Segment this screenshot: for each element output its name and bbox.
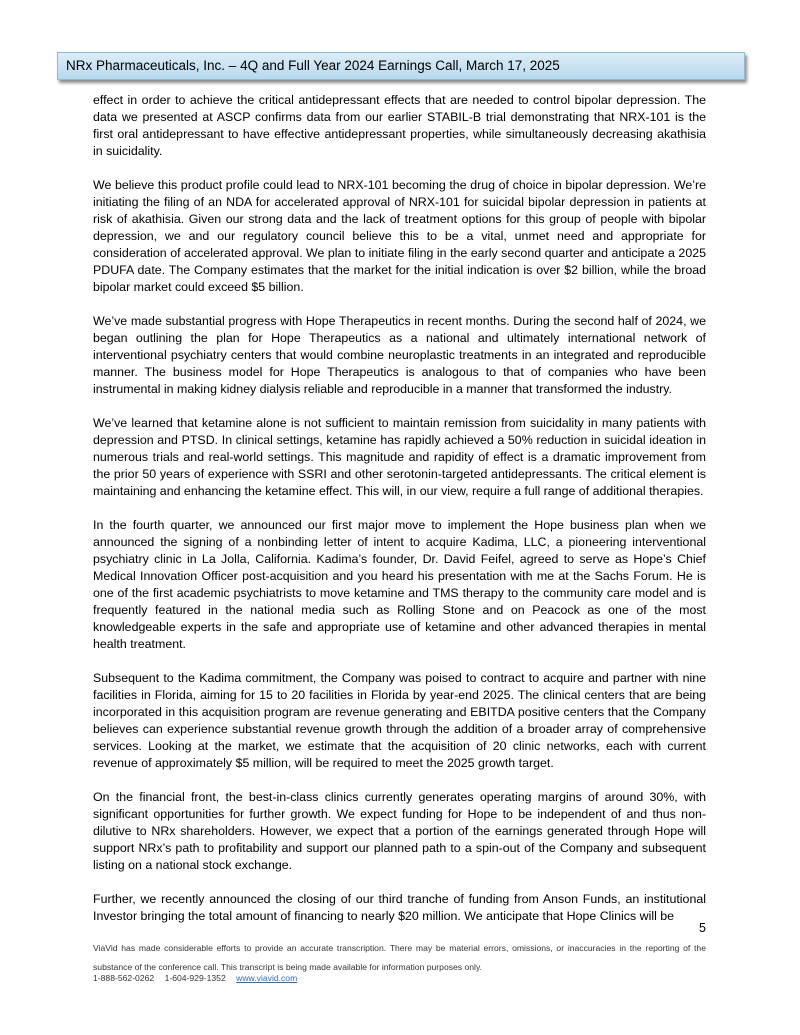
paragraph-8: Further, we recently announced the closing of our third tranche of funding from Anson Funds, an institutional Investor bringing the total amount of financing to nearly $20 million. We anticipate that Hope Clinics will be xyxy=(93,892,706,923)
paragraph-3: We’ve made substantial progress with Hope Therapeutics in recent months. During the second half of 2024, we began outlining the plan for Hope Therapeutics as a national and ultimately international network of interventional psychiatry centers that would combine neuroplastic treatments in an integrated and reproducible manner. The business model for Hope Therapeutics is analogous to that of companies who have been instrumental in making kidney dialysis reliable and reproducible in a manner that transformed the industry. xyxy=(93,314,706,396)
header-banner xyxy=(57,52,745,80)
paragraph-5: In the fourth quarter, we announced our first major move to implement the Hope business plan when we announced the signing of a nonbinding letter of intent to acquire Kadima, LLC, a pioneering interventional psychiatry clinic in La Jolla, California. Kadima’s founder, Dr. David Feifel, agreed to serve as Hope’s Chief Medical Innovation Officer post-acquisition and you heard his presentation with me at the Sachs Forum. He is one of the first academic psychiatrists to move ketamine and TMS therapy to the community care model and is frequently featured in the national media such as Rolling Stone and on Peacock as one of the most knowledgeable experts in the safe and appropriate use of ketamine and other advanced therapies in mental health treatment. xyxy=(93,518,706,651)
paragraph-2: We believe this product profile could lead to NRX-101 becoming the drug of choice in bipolar depression. We’re initiating the filing of an NDA for accelerated approval of NRX-101 for suicidal bipolar depression in patients at risk of akathisia. Given our strong data and the lack of treatment options for this group of people with bipolar depression, we and our regulatory council believe this to be a vital, unmet need and appropriate for consideration of accelerated approval. We plan to initiate filing in the early second quarter and anticipate a 2025 PDUFA date. The Company estimates that the market for the initial indication is over $2 billion, while the broad bipolar market could exceed $5 billion. xyxy=(93,178,706,294)
document-title: NRx Pharmaceuticals, Inc. – 4Q and Full Year 2024 Earnings Call, March 17, 2025 xyxy=(66,58,560,73)
website-link[interactable]: www.viavid.com xyxy=(236,973,298,983)
transcript-body xyxy=(93,92,706,942)
footer-contact xyxy=(93,973,297,983)
page-number: 5 xyxy=(699,921,706,935)
disclaimer-text: ViaVid has made considerable efforts to provide an accurate transcription. There may be material errors, omissions, or inaccuracies in the reporting of the substance of the conference call. This transcript is being made available for information purposes only. xyxy=(93,943,706,972)
paragraph-6: Subsequent to the Kadima commitment, the Company was poised to contract to acquire and partner with nine facilities in Florida, aiming for 15 to 20 facilities in Florida by year-end 2025. The clinical centers that are being incorporated in this acquisition program are revenue generating and EBITDA positive centers that the Company believes can experience substantial revenue growth through the addition of a broader array of comprehensive services. Looking at the market, we estimate that the acquisition of 20 clinic networks, each with current revenue of approximately $5 million, will be required to meet the 2025 growth target. xyxy=(93,671,706,770)
paragraph-4: We’ve learned that ketamine alone is not sufficient to maintain remission from suicidality in many patients with depression and PTSD. In clinical settings, ketamine has rapidly achieved a 50% reduction in suicidal ideation in numerous trials and real-world settings. This magnitude and rapidity of effect is a dramatic improvement from the prior 50 years of experience with SSRI and other serotonin-targeted antidepressants. The critical element is maintaining and enhancing the ketamine effect. This will, in our view, require a full range of additional therapies. xyxy=(93,416,706,498)
phone-number-2: 1-604-929-1352 xyxy=(164,973,226,983)
paragraph-1: effect in order to achieve the critical antidepressant effects that are needed to control bipolar depression. The data we presented at ASCP confirms data from our earlier STABIL-B trial demonstrating that NRX-101 is the first oral antidepressant to have effective antidepressant properties, while simultaneously decreasing akathisia in suicidality. xyxy=(93,93,706,158)
paragraph-7: On the financial front, the best-in-class clinics currently generates operating margins of around 30%, with significant opportunities for further growth. We expect funding for Hope to be independent of and thus non-dilutive to NRx shareholders. However, we expect that a portion of the earnings generated through Hope will support NRx’s path to profitability and support our planned path to a spin-out of the Company and subsequent listing on a national stock exchange. xyxy=(93,790,706,872)
phone-number-1: 1-888-562-0262 xyxy=(93,973,155,983)
